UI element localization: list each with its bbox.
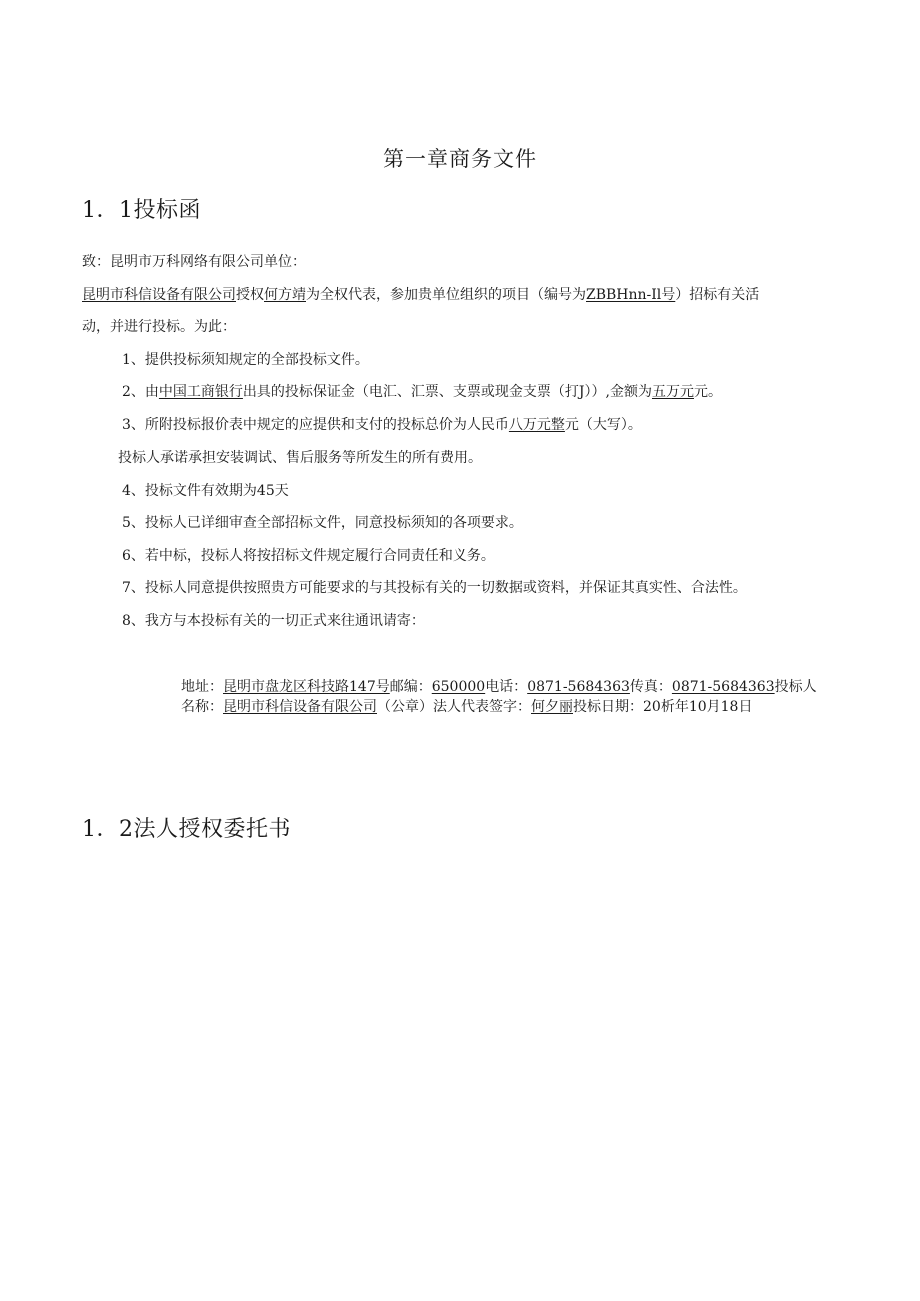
item-3-pre: 3、所附投标报价表中规定的应提供和支付的投标总价为人民币 [122,417,509,433]
bidder-company: 昆明市科信设备有限公司 [82,287,236,303]
item-2-pre: 2、由 [122,384,159,400]
section-1-1-title: 1．1投标函 [82,198,201,223]
item-2-mid: 出具的投标保证金（电汇、汇票、支票或现金支票（打J））,金额为 [242,384,652,400]
item-8: 8、我方与本投标有关的一切正式来往通讯请寄： [122,613,425,629]
item-1: 1、提供投标须知规定的全部投标文件。 [122,352,369,368]
contact-line-1 [181,677,817,697]
item-2 [122,382,722,402]
bidder-label-b: 名称： [181,699,223,715]
address-value: 昆明市盘龙区科技路147号 [223,679,390,695]
bidder-name: 昆明市科信设备有限公司 [223,699,377,715]
signer-name: 何夕丽 [531,699,573,715]
address-label: 地址： [181,679,223,695]
item-4: 4、投标文件有效期为45天 [122,483,289,499]
item-3 [122,415,642,435]
date-label: 投标日期： [573,699,643,715]
postcode-label: 邮编： [389,679,432,695]
intro-line-2: 动，并进行投标。为此： [82,319,236,335]
postcode-value: 650000 [431,679,486,695]
item-6: 6、若中标，投标人将按招标文件规定履行合同责任和义务。 [122,548,495,564]
seal-text: （公章）法人代表签字： [377,699,531,715]
representative-name: 何方靖 [264,287,306,303]
contact-line-2 [181,697,752,717]
intro-line-1 [82,285,759,305]
item-2-post: 元。 [693,384,722,400]
item-7: 7、投标人同意提供按照贵方可能要求的与其投标有关的一切数据或资料，并保证其真实性、合法性。 [122,580,747,596]
phone-value: 0871-5684363 [527,679,630,695]
intro-text-2: 为全权代表，参加贵单位组织的项目（编号为 [306,287,586,303]
deposit-amount: 五万元 [651,384,694,400]
project-number: ZBBHnn-Il号 [586,287,676,303]
item-3-note: 投标人承诺承担安装调试、售后服务等所发生的所有费用。 [118,450,482,466]
bid-total-amount: 八万元整 [508,417,565,433]
salutation: 致：昆明市万科网络有限公司单位： [82,254,306,270]
bidder-label-a: 投标人 [774,679,817,695]
item-3-post: 元（大写）。 [564,417,642,433]
bid-date: 20析年10月18日 [643,699,753,715]
intro-text-1: 授权 [236,287,264,303]
intro-text-3: ）招标有关活 [675,287,760,303]
fax-value: 0871-5684363 [671,679,775,695]
phone-label: 电话： [485,679,528,695]
section-1-2-title: 1．2法人授权委托书 [82,817,291,842]
chapter-title: 第一章商务文件 [383,147,537,171]
fax-label: 传真： [629,679,672,695]
item-5: 5、投标人已详细审查全部招标文件，同意投标须知的各项要求。 [122,515,523,531]
bank-name: 中国工商银行 [158,384,243,400]
